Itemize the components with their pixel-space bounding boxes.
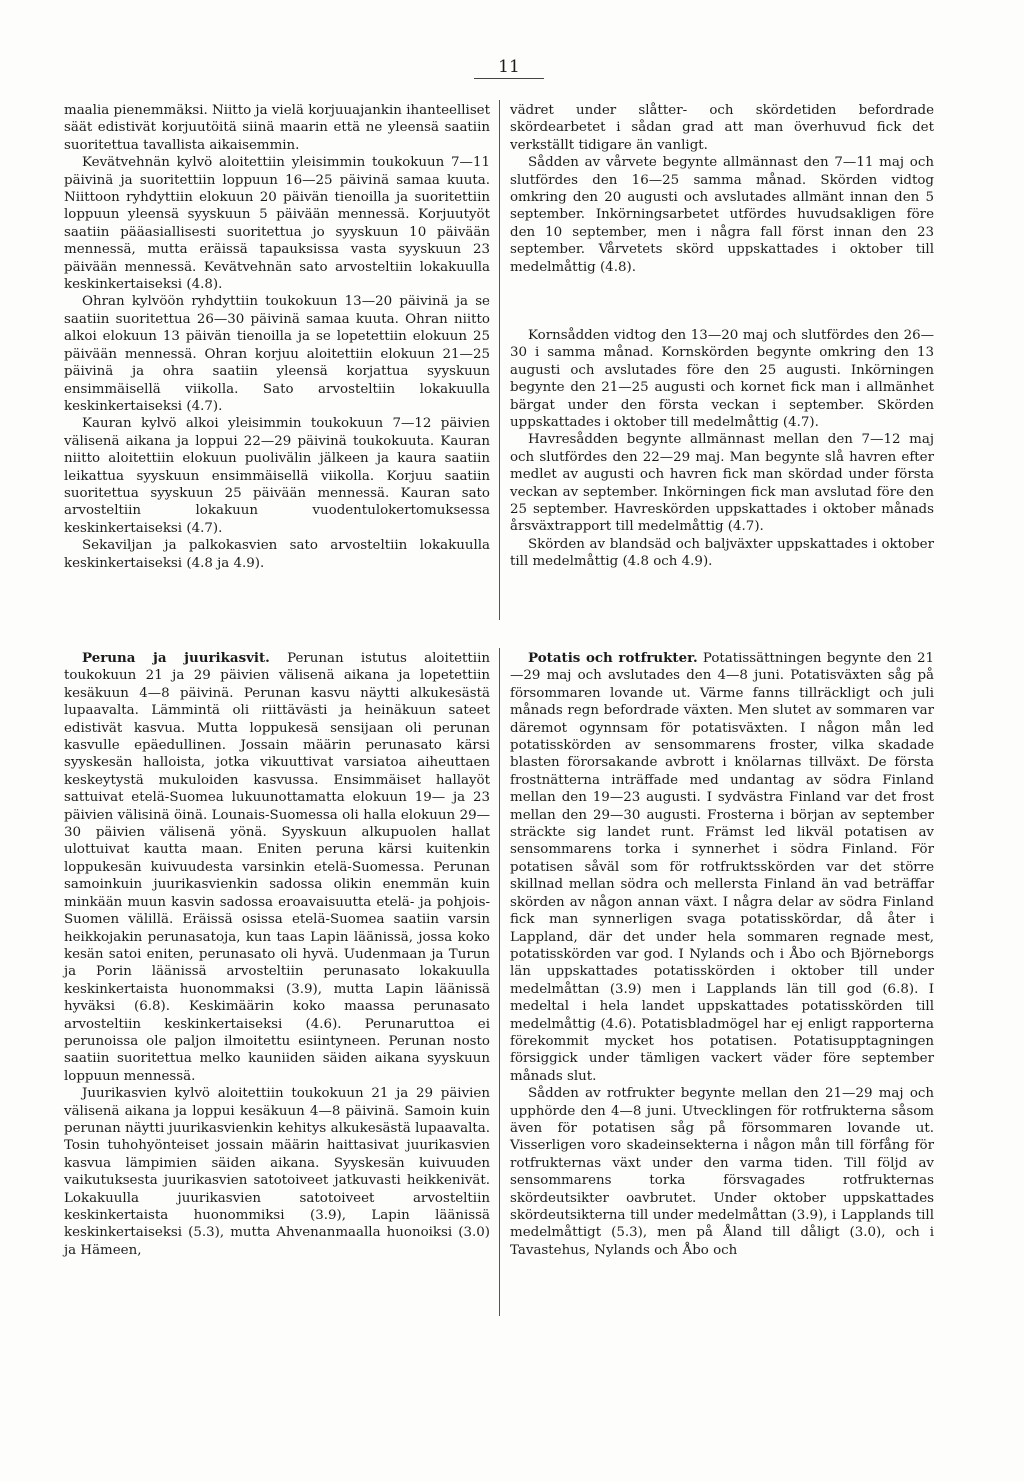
column-divider-upper [499, 100, 500, 620]
paragraph [64, 650, 490, 1085]
section-heading: Potatis och rotfrukter. [528, 650, 698, 666]
paragraph: maalia pienemmäksi. Niitto ja vielä korjuuajankin ihanteelliset säät edistivät korjuutöitä siinä maarin että ne yleensä saatiin suoritettua tavallista aikaisemmin. [64, 103, 490, 153]
right-column-bottom [510, 650, 934, 1259]
right-column-middle [510, 327, 934, 571]
right-column-top [510, 102, 934, 276]
page-number: 11 [474, 56, 544, 79]
paragraph: Ohran kylvöön ryhdyttiin toukokuun 13—20 päivinä ja se saatiin suoritettua 26—30 päivinä samaa kuuta. Ohran niitto alkoi elokuun 13 päivän tienoilla ja se lopetettiin elokuun 25 päivään mennessä. Ohran korjuu aloitettiin elokuun 21—25 päivinä ja ohra saatiin yleensä korjattua syyskuun ensimmäisellä viikolla. Sato arvosteltiin lokakuulla keskinkertaiseksi (4.7). [64, 294, 490, 414]
left-column-bottom [64, 650, 490, 1259]
left-column-top [64, 102, 490, 572]
paragraph: Sådden av rotfrukter begynte mellan den 21—29 maj och upphörde den 4—8 juni. Utvecklingen för rotfrukterna såsom även för potatisen såg på försommaren lovande ut. Visserligen voro skadeinsekterna i någon mån till förfång för rotfrukternas växt under den varma tiden. Till följd av sensommarens torka försvagades rotfrukternas skördeutsikter oavbrutet. Under oktober uppskattades skördeutsikterna till under medelmåttan (3.9), i Lapplands till medelmåttigt (5.3), men på Åland till dåligt (3.0), och i Tavastehus, Nylands och Åbo och [510, 1086, 934, 1258]
paragraph-text: Potatissättningen begynte den 21—29 maj och avslutades den 4—8 juni. Potatisväxten såg på försommaren lovande ut. Värme fanns tillräckligt och juli månads regn befordrade växten. Men slutet av sommaren var däremot ogynnsam för potatisväxten. I någon mån led potatisskörden av sensommarens froster, vilka skadade blasten förorsakande avbrott i knölarnas tillväxt. De första frostnätterna inträffade med undantag av södra Finland mellan den 19—23 augusti. I sydvästra Finland var det frost mellan den 29—30 augusti. Frosterna i början av september sträckte sig landet runt. Främst led likväl potatisen av sensommarens torka i synnerhet i södra Finland. För potatisen såväl som för rotfruktsskörden var det större skillnad mellan södra och mellersta Finland än vad beträffar skörden av någon annan växt. I några delar av södra Finland fick man synnerligen svaga potatisskördar, då åter i Lappland, där det under hela sommaren regnade mest, potatisskörden var god. I Nylands och i Åbo och Björneborgs län uppskattades potatisskörden i oktober till under medelmåttan (3.9) men i Lapplands län till god (6.8). I medeltal i hela landet uppskattades potatisskörden till medelmåttig (4.6). Potatisbladmögel har ej enligt rapporterna förekommit mycket hos potatisen. Potatisupptagningen försiggick under tämligen vackert väder före september månads slut. [510, 651, 934, 1084]
section-heading: Peruna ja juurikasvit. [82, 650, 270, 666]
paragraph: Havresådden begynte allmännast mellan den 7—12 maj och slutfördes den 22—29 maj. Man begynte slå havren efter medlet av augusti och havren fick man skördad under första veckan av september. Inkörningen fick man avslutad före den 25 september. Havreskörden uppskattades i oktober månads årsväxtrapport till medelmåttig (4.7). [510, 432, 934, 535]
paragraph-text: Perunan istutus aloitettiin toukokuun 21 ja 29 päivien välisenä aikana ja lopetettiin kesäkuun 4—8 päivinä. Perunan kasvu näytti alkukesästä lupaavalta. Lämmintä oli riittävästi ja heinäkuun sateet edistivät kasvua. Mutta loppukesä sensijaan oli perunan kasvulle epäedullinen. Jossain määrin perunasato kärsi syyskesän halloista, jotka vikuuttivat varsiatoa aiheuttaen keskeytystä mukuloiden kasvussa. Ensimmäiset hallayöt sattuivat etelä-Suomea lukuunottamatta elokuun 19— ja 23 päivien välisinä öinä. Lounais-Suomessa oli halla elokuun 29—30 päivien välisenä yönä. Syyskuun alkupuolen hallat ulottuivat kautta maan. Eniten peruna kärsi kuitenkin loppukesän kuivuudesta varsinkin etelä-Suomessa. Perunan samoinkuin juurikasvienkin sadossa olikin enemmän kuin minkään muun kasvin sadossa eroavaisuutta etelä- ja pohjois-Suomen välillä. Eräissä osissa etelä-Suomea saatiin varsin heikkojakin perunasatoja, kun taas Lapin läänissä, jossa koko kesän satoi eniten, perunasato oli hyvä. Uudenmaan ja Turun ja Porin läänissä arvosteltiin perunasato lokakuulla keskinkertaista huonommaksi (3.9), mutta Lapin läänissä hyväksi (6.8). Keskimäärin koko maassa perunasato arvosteltiin keskinkertaiseksi (4.6). Perunaruttoa ei perunoissa ole paljon ilmoitettu esiintyneen. Perunan nosto saatiin suoritettua melko kauniiden säiden aikana syyskuun loppuun mennessä. [64, 651, 490, 1084]
paragraph [510, 650, 934, 1085]
paragraph: Sekaviljan ja palkokasvien sato arvosteltiin lokakuulla keskinkertaiseksi (4.8 ja 4.9). [64, 538, 490, 571]
paragraph: Kevätvehnän kylvö aloitettiin yleisimmin toukokuun 7—11 päivinä ja suoritettiin loppuun 16—25 päivinä samaa kuuta. Niittoon ryhdyttiin elokuun 20 päivän tienoilla ja suoritettiin loppuun yleensä syyskuun 5 päivään mennessä. Korjuutyöt saatiin pääasiallisesti suoritettua jo syyskuun 10 päivään mennessä, mutta eräissä tapauksissa vasta syyskuun 23 päivään mennessä. Kevätvehnän sato arvosteltiin lokakuulla keskinkertaiseksi (4.8). [64, 155, 490, 293]
paragraph: Juurikasvien kylvö aloitettiin toukokuun 21 ja 29 päivien välisenä aikana ja loppui kesäkuun 4—8 päivinä. Samoin kuin perunan näytti juurikasvienkin kehitys alkukesästä lupaavalta. Tosin tuhohyönteiset jossain määrin haittasivat juurikasvien kasvua lämpimien säiden aikana. Syyskesän kuivuuden vaikutuksesta juurikasvien satotoiveet jatkuvasti heikkenivät. Lokakuulla juurikasvien satotoiveet arvosteltiin keskinkertaista huonommiksi (3.9), Lapin läänissä keskinkertaiseksi (5.3), mutta Ahvenanmaalla huonoiksi (3.0) ja Hämeen, [64, 1086, 490, 1258]
paragraph: vädret under slåtter- och skördetiden befordrade skördearbetet i sådan grad att man överhuvud fick det verkställt tidigare än vanligt. [510, 103, 934, 153]
column-divider-lower [499, 648, 500, 1316]
paragraph: Sådden av vårvete begynte allmännast den 7—11 maj och slutfördes den 16—25 samma månad. Skörden vidtog omkring den 20 augusti och avslutades allmänt innan den 5 september. Inkörningsarbetet utfördes huvudsakligen före den 10 september, men i några fall först innan den 23 september. Vårvetets skörd uppskattades i oktober till medelmåttig (4.8). [510, 155, 934, 275]
paragraph: Kornsådden vidtog den 13—20 maj och slutfördes den 26—30 i samma månad. Kornskörden begynte omkring den 13 augusti och avslutades före den 25 augusti. Inkörningen begynte den 21—25 augusti och kornet fick man i allmänhet bärgat under den första veckan i september. Skörden uppskattades i oktober till medelmåttig (4.7). [510, 328, 934, 431]
paragraph: Kauran kylvö alkoi yleisimmin toukokuun 7—12 päivien välisenä aikana ja loppui 22—29 päivinä toukokuuta. Kauran niitto aloitettiin elokuun puolivälin jälkeen ja kaura saatiin leikattua syyskuun ensimmäisellä viikolla. Korjuu saatiin suoritettua syyskuun 25 päivään mennessä. Kauran sato arvosteltiin lokakuun vuodentulokertomuksessa keskinkertaiseksi (4.7). [64, 416, 490, 536]
paragraph: Skörden av blandsäd och baljväxter uppskattades i oktober till medelmåttig (4.8 och 4.9). [510, 536, 934, 570]
